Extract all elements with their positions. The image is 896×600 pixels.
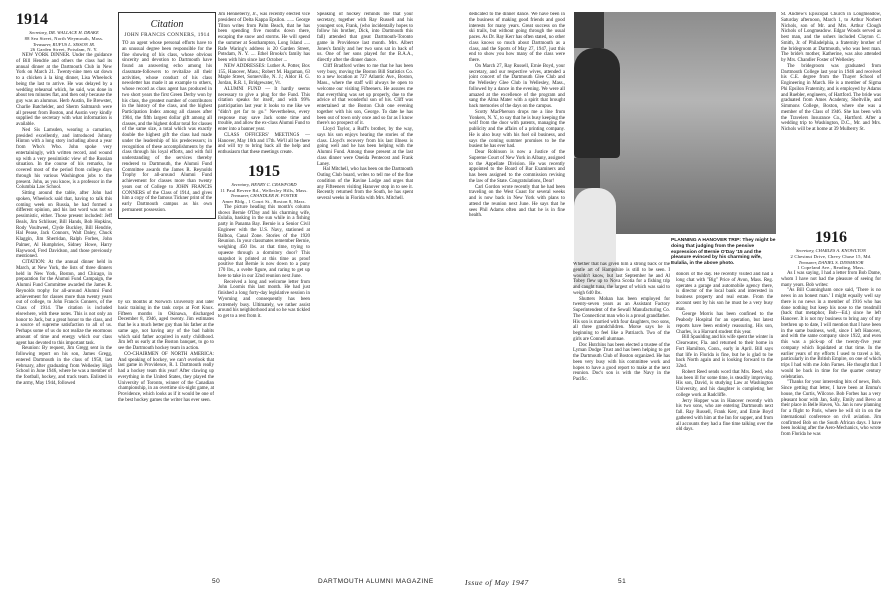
photo-figure <box>574 48 620 158</box>
paragraph: Hal Mitchell, who has been on the Dartmouth Outing Club board, writes to tell me of the fine condition of the Ravine Lodge and urges that any Fifteeners visiting Hanover stop in to see it. Recently returned from the South, he has spent several weeks in Florida with Mrs. Mitchell. <box>317 167 413 201</box>
citation-honoree: JOHN FRANCIS CONNERS, 1914 <box>124 32 210 38</box>
class-year-heading: 1914 <box>16 12 48 28</box>
treasurer-address: 1 Copeland Ave., Reading, Mass. <box>797 265 865 271</box>
paragraph: donors of the day. He recently visited and had a long chat with "Big" Price of Avon, Mass. Reg. operates a garage and automobile agency there, is director of the local bank and interested in business property and real estate. From the account sent by his son he must be a very busy man. <box>676 272 773 312</box>
secretary-address: 2 Chestnut Drive, Chevy Chase 15, Md. <box>790 253 872 259</box>
treasurer-address: Amer Bldg., 1 Court St., Boston 8, Mass. <box>222 199 306 204</box>
paragraph: Carl Gordon wrote recently that he had been traveling on the West Coast for several weeks and is now back in New York with plans to attend the reunion next June. He says that he sees Phil Adams often and that he is in fine health. <box>469 184 565 219</box>
paragraph: NEW YORK DINNER. Under the guidance of Bill Hendrie and others the class had its annual dinner at the Dartmouth Club in New York on March 21. Twenty-nine men sat down to a chicken à la king dinner, Lisa Wheelock being the last to arrive. He was delayed by a wedding rehearsal which, he said, was done in about ten minutes flat, and then only because the guy was an alumnus. Herb Austin, Ile Brewster, Charlie Batchelder, and Sherm Saltmarsh were all present from Boston, and Austin very kindly supplied the secretary with what information is available. <box>16 53 112 127</box>
paragraph: The bridegroom was graduated from Dartmouth College last year in 1946 and received his C.E. degree from the Thayer School of Engineering in March. He is a member of Sigma Phi Epsilon Fraternity, and is employed by Adams and Ruebler, engineers, of Hartford. The bride was graduated from Ames Academy, Sheltville, and Simmons College, Boston, where she was a member of the Class of 1946. She has been with the Travelers Insurance Co., Hartford. After a wedding trip to Washington, D.C., Mr. and Mrs. Nichols will be at home at 39 Mulberry St. <box>781 63 881 132</box>
column-2-continuation <box>118 300 214 572</box>
paragraph: Jerry Hopper was in Hanover recently with his two sons, who are entering Dartmouth next fall. Ray Russell, Frank Kerr, and Ernie Boyd gathered with him at the Inn for supper, and from all accounts they had a fine time talking over the old days. <box>676 398 773 433</box>
paragraph: dedicated to the dinner dance. We have been in the business of making good friends and good interests for many years. Great success on the ski trails, but without going through the usual paces. As Dr. Ray Kerr has often stated, no other class knows so much about Dartmouth as a class, and the Sports of May 27, 1947, just this end to show you how many of the class were there. <box>469 12 565 63</box>
paragraph: Reunion: By request, Jim Gregg sent in the following report on his son, James Gregg, entered Dartmouth in the class of 1950, last February, after graduating from Wellesley High School in June 1946, where he was a member of the football, hockey, and track team. Enlisted in the army, May 1944, followed <box>16 346 112 386</box>
paragraph: On March 27, Ray Russell, Ernie Boyd, your secretary, and our respective wives, attended a joint concert of the Dartmouth Glee Club and the Wellesley Glee Club in Wellesley, Mass., followed by a dance in the evening. We were all amazed at the excellence of the program and sang the Alma Mater with a spirit that brought back memories of the days on the campus. <box>469 63 565 109</box>
column-7 <box>676 272 773 570</box>
paragraph: Bill Spaulding and his wife spent the winter in Clearwater, Fla. and returned to their home in Fort Hamilton, Conn., early in April. Bill says that life in Florida is fine, but he is glad to be back North again and is looking forward to the 32nd. <box>676 335 773 369</box>
paragraph: by six months at Norwich University and later basic training in the tank corps at Fort Knox. Fifteen months in Okinawa, discharged December 8, 1946, aged twenty. Jim estimates that he is a much better guy than his father at the same age, not having any of the bad habits which said father acquired in early childhood. Jim left us early at the Boston banquet, to go to see the Dartmouth hockey team in action. <box>118 300 214 351</box>
issue-date: Issue of May 1947 <box>465 578 529 587</box>
column-8 <box>781 12 881 228</box>
paragraph: Ned Sis Lamsden, wearing a carnation, presided excellently, and introduced Johnny Hinton with a long story including about a year from Who's Who. John spoke very entertainingly, with written record, and wound up with a very pessimistic view of the Russian situation. In the course of his remarks, he covered most of the period from college days through his various Washington jobs to the present. John, as you know, is a professor in the Columbia Law School. <box>16 127 112 191</box>
column-1916 <box>781 230 881 570</box>
treasurer-line: Treasurer, CHANDLER H. FOSTER <box>230 193 298 199</box>
paragraph: Shutters Mohan has been employed for twenty-seven years as an Assistant Factory Superintendent of the Sewall Manufacturing Co. The Connecticut man who is a proud grandfather. His son is married with four daughters, two sons, all three grandchildren. Morse says he is beginning to feel like a Patriarch. Two of the girls are Connell alumnae. <box>573 296 670 342</box>
paragraph: Received a long and welcome letter from John Loomis this last month. He had just finished a long forty-day legislative session in Wyoming and consequently has been extremely busy. Ultimately, we rather assist around his neighborhood and so he was tickled to get to a rest from it. <box>218 279 310 319</box>
secretary-line: Secretary, CHARLES A. KNOWLTON <box>796 248 866 253</box>
paragraph: CO-CHAIRMEN OF NORTH AMERICA: And speaking of hockey, we can't overlook that last game in Providence, R. I. Dartmouth really had a hockey team this year! After clawing up everything in the United States, they played the University of Toronto, winner of the Canadian championship, in an overtime six-night game, at Providence, which looks as if it would be one of the best hockey games the writer has ever seen. <box>118 351 214 403</box>
page-number-right: 51 <box>618 578 627 585</box>
paragraph: As I was saying, I had a letter from Bob Dame, whom I have not had the pleasure of seeing for many years. Bob writes: <box>781 271 881 288</box>
paragraph: The picture heading this month's column shows Bernie O'Day and his charming wife, Eulalia, basking in the sun while in a fishing party in Panama Bay. Bernie is a Senior Civil Engineer with the U.S. Navy, stationed at Balboa, Canal Zone. Stories of the 1920 Reunion. In your classmates remember Bernie, weighing 450 lbs. at that time, trying to squeeze through a dormitory door? This snapshot is printed at this time as proof positive that Bernie is now down to a puny 170 lbs., a svelte figure, and raring to get up here to take in our 32nd reunion next June. <box>218 204 310 279</box>
secretary-address: 88 Sea Street, North Weymouth, Mass. <box>24 35 104 41</box>
paragraph: Sitting around the table, after John had spoken, Wheelock said that, having to talk this coming week on Russia, he had formed a different opinion, and his last word was not so pessimistic, either. Those present included: Jeff Beals, Jim Schlisser, Bill Hands, Bob Hopkins, Rody Voultweel, Clyde Buckley, Bill Hendrie, Hal Pease, Jack Connors, Walt Daley, Chuck Klaggin, Jim Sherridan, Ralph Forbes, John Palmer, Al Humphries, Sidney Howe, Harry Haywood, Fred Davidson, and those previously mentioned. <box>16 191 112 260</box>
paragraph: Doc Hutchins has been elected a trustee of the Lyman Dodge Trust and has been helping to get the Dartmouth Club of Boston organized. He has been very busy with his committee work and hopes to have a good report to make at the next reunion. Doc's son is with the Navy in the Pacific. <box>573 342 670 382</box>
citation-title: Citation <box>150 19 184 30</box>
paragraph: CLASS OFFICERS' MEETINGS — Hanover, May 16th and 17th. We'll all be there and will try to bring back all the help and enthusiasm that these meetings create. <box>218 132 310 155</box>
photo-figure <box>574 158 600 188</box>
paragraph: "As Bill Cunningham once said, 'There is no news in an honest man.' I might equally well say there is no news in a member of 1916 who has done nothing but keep his nose to the treadmill (back that metaphor, Bob—Ed.) since he left Hanover. It is not my business to bring any of my brethren up to date, I will mention that I have been in the same business, well, since I left Hanover, and with the same company since 1922, and even this was a pick-up of the twenty-five year company which liquidated at that time. In the earlier years of my efforts I used to travel a bit, particularly in the British Empire, on one of which trips I had with me John Farnes. He thought that I would be back in time for the quarter century celebration. <box>781 288 881 380</box>
paragraph: Speaking of hockey reminds me that your secretary, together with Ray Russell and his youngest son, Frank, (who incidentally hopes to follow his brother, Dick, into Dartmouth this fall) attended that great Dartmouth-Toronto game in Providence last month. Mrs. Albert Jones's family and her two sons sat in back of us. One of her sons played for the B.A.A., directly after the dinner dance. <box>317 12 413 63</box>
photo-bernie-oday <box>574 12 776 234</box>
photo-figure <box>574 12 604 48</box>
column-3 <box>218 12 310 574</box>
class-year-heading: 1915 <box>248 162 280 180</box>
paragraph: Robert Reed sends word that Mrs. Reed, who has been ill for some time, is steadily improving. His son, David, is studying Law at Washington University, and his daughter is completing her college work at Radcliffe. <box>676 369 773 398</box>
paragraph: ALUMNI FUND — It hardly seems necessary to give a plug for the Fund. This citation speaks for itself, and with 99% participation last year it looks to me like we "didn't get far to go." Nevertheless, every response may save Jack some time and trouble, and allow the ex-class Alumni Fund to enter into a banner year. <box>218 86 310 132</box>
paragraph: Cliff Bradford writes to me that he has been very busy, moving the Boston Bill Statistics Co. to a new location at 727 Atlantic Ave., Boston, Mass., where the staff will always be open to welcome our visiting Fifteeners. He assures me that everything was set up properly, due to the advice of that wonderful son of his. Cliff was entertained at the Boston Club one evening together with his son, George. To date he has been out of town only once and so far as I know there's no prospect of it. <box>317 63 413 127</box>
paragraph: "Thanks for your interesting bits of news, Bob. Since getting that letter, I have been at Emma's house, the Curtis, Wilcoxe. Bob Forbes has a very pleasant hour with Jan, Sally, Emily and Bevo at their place in Belle Haven, Va. Jan is now planning for a flight to Paris, where he will sit in on the international conference on civil aviation. Jim confirmed Bob on the South African days. I have been looking after the Aero-Mechanics, who wrote from Florida he was <box>781 380 881 437</box>
page-number-left: 50 <box>212 578 221 585</box>
citation-text: TO an agent whose personal efforts have to an unusual degree been responsible for the fine showing of his class, whose obvious sincerity and devotion to Dartmouth have found an answering echo among his classmate-followers to revitalize all their activities, whose conduct of his class newsletter has made it an example to others, whose record as class agent has produced in two short years the first Green Derby won by his class, the greatest number of contributors in the history of the class, and the highest Participation Index among all classes after 1904, the fifth largest dollar gift among all classes, and the highest dollar total for classes of the same size, a total which was exactly double the highest gift the class had made under the leadership of his predecessors; in recognition of these accomplishments by the class through his loyal efforts, and with full understanding of the services thereby rendered to Dartmouth, the Alumni Fund Committee awards the James R. Reynolds Trophy for all-around Alumni Fund achievement for classes more than twenty years out of College to JOHN FRANCIS CONNERS of the Class of 1914, and gives him a copy of the famous Tickner print of the early Dartmouth campus as his own permanent possession. <box>122 41 212 213</box>
paragraph: Scotty MacPherson drops me a line from Yonkers, N. Y., to say that he is busy keeping the wolf from the door with patents, managing the publicity and the affairs of a printing company. He is also busy with his fuel oil business, and says the coming summer promises to be the busiest he has ever had. <box>469 109 565 150</box>
column-4 <box>317 12 413 574</box>
secretary-line: Secretary, DR. WALLACE H. DRAKE <box>29 30 99 35</box>
paragraph: St. Andrew's Episcopal Church in Longmeadow, Saturday afternoon, March 1, to Arthur Norbert Nichols, son of Mr. and Mrs. Arthur Clough Nichols of Longmeadow. Edgar Woods served as best man, and the ushers included Clayton C. Smith, Jr. of Philadelphia, a fraternity brother of the bridegroom at Dartmouth, who was best man. The bride's mother, Katherine, was also attended by Mrs. Chandler Foster of Wellesley. <box>781 12 881 63</box>
column-5 <box>469 12 565 574</box>
treasurer-line: Treasurer, RUFUS L. SISSON JR. <box>32 41 96 47</box>
paragraph: CITATION: At the annual dinner held in March, at New York, the lists of three dinners held in New York, Boston, and Chicago, in preparation for the Alumni Fund Campaign, the Alumni Fund Committee awarded the James R. Reynolds trophy for all-around Alumni Fund achievement for classes more than twenty years out of college, to John Francis Conners, of the Class of 1914. The citation is included elsewhere, with these notes. This is not only an honor to Jack, but a great honor to the class, and a source of supreme satisfaction to all of us. Perhaps some of us do not realize the enormous amount of time and energy which our class agent has devoted to this important task. <box>16 260 112 346</box>
treasurer-address: 26 Garden Street, Potsdam, N. Y. <box>30 47 98 53</box>
secretary-address: 11 Paul Revere Rd., Wellesley Hills, Mass. <box>220 187 308 193</box>
photo-caption: PLANNING A HANOVER TRIP: They might be doing that judging from the pensive expression of Bernie O'Day '15 and the pleasure evinced by his charming wife, Eulalia, in the above photo. <box>671 238 776 267</box>
paragraph: George Morris has been confined to the Peabody Hospital for an operation, but latest reports have been entirely reassuring. His son, Charles, is a Harvard student this year. <box>676 312 773 335</box>
paragraph: NEW ADDRESSES: Luther A. Potter, Box 155, Hanover, Mass.; Robert M. Hagaman, 63 Maple Street, Somerville, N. J.; Aldor H. G. Jordan, R.R. 1, Bridgewater, Vt. <box>218 63 310 86</box>
paragraph: Whether that has given him a strong back or the gentle art of Hampshire is still to be seen. I wouldn't know, but last September he and Al Tobey flew up to Nova Scotia for a fishing trip and caught tuna, the largest of which was said to weigh 640 lbs. <box>573 262 670 296</box>
class-year-heading: 1916 <box>815 230 847 246</box>
paragraph: Jim Henneberry, Jr., was recently elected vice president of Delta Kappa Epsilon. ...... George Tilton writes from Palm Beach, that he has been spending five months down there, escaping the snow and storms. He will spend the summer at Southampton, Long Island ..... Rafe Waring's address is 20 Garden Street, Potsdam, N. Y. .... Ethel Brooks's family has been with him since last October ... <box>218 12 310 63</box>
column-1914 <box>16 12 112 387</box>
secretary-line: Secretary, HENRY C. CRAWFORD <box>231 181 297 187</box>
citation-box <box>118 12 216 219</box>
column-6 <box>573 262 670 570</box>
magazine-title: DARTMOUTH ALUMNI MAGAZINE <box>318 578 434 585</box>
paragraph: Dear Robinson is now a Justice of the Supreme Court of New York in Albany, assigned to the Appellate Division. He was recently appointed to the Board of Bar Examiners and has been assigned to the commission revising the law of the State. Congratulations, Dear! <box>469 150 565 184</box>
treasurer-line: Treasurer, DANIEL S. DINSMOOR <box>798 259 864 265</box>
paragraph: Lloyd Taylor, a Ruff's brother, by the way, says his son enjoys hearing the stories of the class. Lloyd's recovery from his last illness is going well and he has been helping with the Alumni Fund. Among those present at the last class dinner were Oneida Pentecost and Frank Laney. <box>317 127 413 167</box>
